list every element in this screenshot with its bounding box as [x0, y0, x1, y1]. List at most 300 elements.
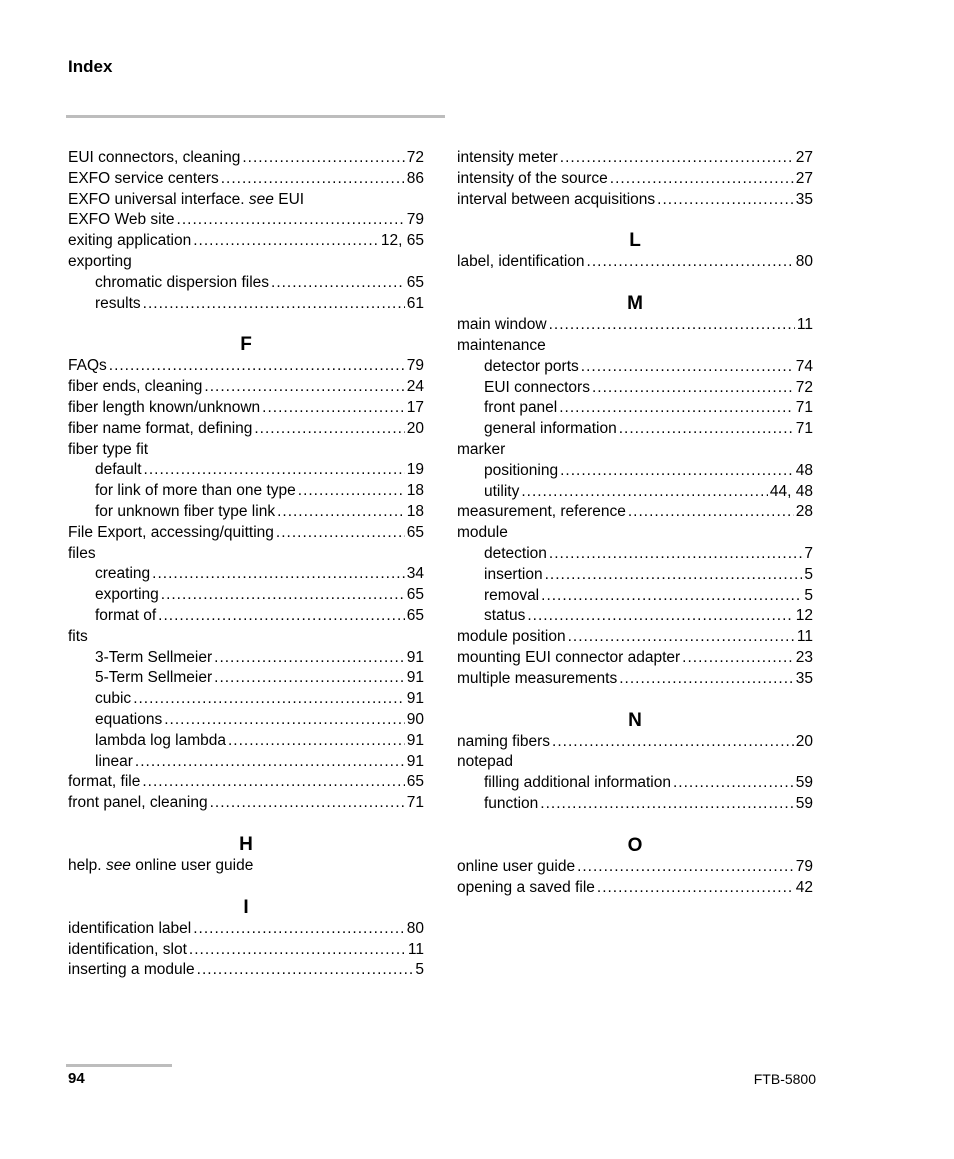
index-page-numbers: 5: [804, 586, 813, 604]
page-number: 94: [68, 1070, 85, 1087]
index-term: [95, 481, 296, 502]
index-page-numbers: 91: [406, 731, 424, 749]
index-term: [484, 544, 547, 565]
dot-leader: [271, 273, 405, 294]
index-letter-heading: F: [240, 334, 252, 356]
dot-leader: [552, 732, 794, 753]
index-entry: [457, 669, 813, 690]
index-subentry: [68, 752, 424, 773]
index-subentry: [457, 398, 813, 419]
index-term-text: multiple measurements: [457, 669, 618, 687]
dot-leader: [610, 169, 794, 190]
index-page-numbers: 27: [795, 169, 813, 187]
index-term: [484, 586, 539, 607]
index-page-numbers: 79: [795, 857, 813, 875]
see-reference-target: EUI: [278, 190, 305, 208]
index-section: [457, 229, 813, 273]
index-page-numbers: 20: [406, 419, 424, 437]
index-term: [457, 752, 513, 773]
index-term: [68, 772, 140, 793]
index-subentry: [68, 689, 424, 710]
dot-leader: [158, 606, 405, 627]
index-entry: [68, 169, 424, 190]
index-term-text: default: [95, 461, 142, 479]
dot-leader: [521, 482, 768, 503]
index-term-text: label, identification: [457, 253, 585, 271]
index-term-text: maintenance: [457, 336, 546, 354]
index-term: [95, 585, 159, 606]
dot-leader: [587, 252, 794, 273]
index-letter-heading: I: [243, 896, 249, 918]
index-page-numbers: 79: [406, 357, 424, 375]
index-term-text: 3-Term Sellmeier: [95, 648, 213, 666]
dot-leader: [214, 668, 405, 689]
index-term-text: fiber type fit: [68, 440, 149, 458]
dot-leader: [161, 585, 405, 606]
index-page-numbers: 34: [406, 565, 424, 583]
index-page-numbers: 71: [406, 794, 424, 812]
index-subentry: [68, 502, 424, 523]
index-term-text: EXFO service centers: [68, 169, 219, 187]
index-letter-heading: N: [628, 709, 642, 731]
index-entry: [68, 398, 424, 419]
index-term: [68, 252, 132, 273]
index-entry: [457, 857, 813, 878]
index-term-text: insertion: [484, 565, 543, 583]
dot-leader: [189, 940, 406, 961]
footer-rule: [66, 1064, 172, 1067]
index-term-text: function: [484, 794, 539, 812]
index-term: [457, 502, 626, 523]
index-page-numbers: 65: [406, 586, 424, 604]
index-term-text: for link of more than one type: [95, 482, 296, 500]
index-term-text: fiber ends, cleaning: [68, 378, 203, 396]
index-term: [457, 648, 680, 669]
index-column-left: [68, 148, 424, 981]
index-section: [457, 834, 813, 899]
index-term: [95, 502, 275, 523]
index-term-text: front panel, cleaning: [68, 794, 208, 812]
index-subentry: [68, 481, 424, 502]
index-entry: [457, 627, 813, 648]
index-term-text: FAQs: [68, 357, 107, 375]
index-term: [457, 669, 617, 690]
index-page-numbers: 80: [795, 253, 813, 271]
index-term-text: main window: [457, 316, 547, 334]
index-entry: [457, 502, 813, 523]
index-term-text: module: [457, 524, 508, 542]
index-term: [68, 793, 208, 814]
index-page-numbers: 71: [795, 420, 813, 438]
index-letter-heading: H: [239, 833, 253, 855]
index-term-text: fiber length known/unknown: [68, 398, 261, 416]
index-term: [68, 856, 253, 877]
index-term: [68, 210, 175, 231]
index-page-numbers: 90: [406, 710, 424, 728]
index-page-numbers: 28: [795, 503, 813, 521]
dot-leader: [568, 627, 795, 648]
dot-leader: [628, 502, 794, 523]
index-term: [95, 731, 226, 752]
index-term: [484, 461, 558, 482]
index-page-numbers: 5: [804, 565, 813, 583]
index-term: [484, 773, 671, 794]
dot-leader: [262, 398, 405, 419]
see-reference-target: online user guide: [135, 856, 254, 874]
index-entry: [68, 190, 424, 211]
index-term: [484, 378, 590, 399]
index-term: [95, 294, 141, 315]
index-entry: [457, 169, 813, 190]
dot-leader: [581, 357, 794, 378]
index-term: [68, 169, 219, 190]
dot-leader: [204, 377, 404, 398]
dot-leader: [619, 669, 794, 690]
index-entry: [68, 252, 424, 273]
index-subentry: [68, 606, 424, 627]
index-term: [68, 544, 96, 565]
index-page-numbers: 48: [795, 461, 813, 479]
index-term-text: status: [484, 607, 526, 625]
index-page-numbers: 86: [406, 169, 424, 187]
index-term: [95, 752, 133, 773]
index-term-text: lambda log lambda: [95, 731, 226, 749]
index-term: [68, 231, 191, 252]
index-subentry: [457, 606, 813, 627]
dot-leader: [214, 648, 405, 669]
index-page-numbers: 44, 48: [769, 482, 813, 500]
index-term: [457, 857, 575, 878]
index-entry: [68, 793, 424, 814]
index-entry: [68, 148, 424, 169]
index-term: [68, 960, 195, 981]
dot-leader: [242, 148, 404, 169]
index-section: [68, 896, 424, 981]
index-column-right: [457, 148, 813, 898]
index-term: [457, 336, 546, 357]
index-term: [95, 668, 212, 689]
index-subentry: [457, 794, 813, 815]
index-page-numbers: 71: [795, 399, 813, 417]
dot-leader: [193, 231, 379, 252]
index-page-numbers: 11: [796, 628, 813, 646]
index-term: [95, 648, 212, 669]
index-term: [95, 710, 162, 731]
index-subentry: [68, 294, 424, 315]
index-page-numbers: 65: [406, 773, 424, 791]
index-term-text: EUI connectors: [484, 378, 590, 396]
index-page-numbers: 23: [795, 648, 813, 666]
index-term-text: general information: [484, 420, 617, 438]
index-entry: [457, 252, 813, 273]
dot-leader: [177, 210, 405, 231]
dot-leader: [673, 773, 794, 794]
index-term-text: filling additional information: [484, 774, 671, 792]
index-page-numbers: 80: [406, 919, 424, 937]
index-term-text: detection: [484, 544, 547, 562]
index-term: [68, 190, 304, 211]
index-entry: [457, 878, 813, 899]
index-term-text: format, file: [68, 773, 141, 791]
index-term: [457, 440, 505, 461]
index-entry: [68, 523, 424, 544]
index-page-numbers: 5: [415, 961, 424, 979]
index-term-text: intensity meter: [457, 149, 558, 166]
index-entry: [457, 752, 813, 773]
index-term: [457, 252, 585, 273]
dot-leader: [164, 710, 405, 731]
index-page-numbers: 18: [406, 482, 424, 500]
index-term-text: format of: [95, 606, 157, 624]
index-term: [95, 606, 156, 627]
index-letter-heading: O: [627, 834, 643, 856]
index-subentry: [68, 731, 424, 752]
header-rule: [66, 115, 445, 118]
index-page-numbers: 18: [406, 502, 424, 520]
index-section: [457, 292, 813, 689]
index-section: [68, 333, 424, 814]
index-subentry: [68, 668, 424, 689]
index-entry: [68, 856, 424, 877]
dot-leader: [254, 419, 404, 440]
index-term-text: for unknown fiber type link: [95, 502, 276, 520]
index-page-numbers: 59: [795, 794, 813, 812]
index-term: [484, 482, 519, 503]
index-term: [68, 356, 107, 377]
dot-leader: [143, 294, 405, 315]
index-term: [484, 565, 543, 586]
index-subentry: [68, 273, 424, 294]
index-term-text: EXFO Web site: [68, 211, 175, 229]
index-entry: [68, 210, 424, 231]
index-term-text: inserting a module: [68, 961, 195, 979]
index-letter-heading: L: [629, 230, 641, 252]
index-page-numbers: 7: [804, 544, 813, 562]
index-section: [68, 148, 424, 314]
index-term: [68, 398, 260, 419]
index-term: [68, 440, 148, 461]
index-term: [457, 315, 547, 336]
dot-leader: [210, 793, 405, 814]
index-term-text: exporting: [68, 252, 132, 270]
dot-leader: [560, 461, 794, 482]
index-entry: [457, 648, 813, 669]
index-term: [68, 919, 191, 940]
index-term-text: linear: [95, 752, 133, 770]
index-entry: [68, 231, 424, 252]
index-term-text: chromatic dispersion files: [95, 273, 270, 291]
index-subentry: [457, 586, 813, 607]
index-term: [457, 148, 558, 169]
index-term: [457, 523, 508, 544]
index-page-numbers: 11: [407, 940, 424, 958]
dot-leader: [682, 648, 794, 669]
index-page-numbers: 35: [795, 669, 813, 687]
index-page-numbers: 24: [406, 378, 424, 396]
index-subentry: [68, 585, 424, 606]
dot-leader: [109, 356, 405, 377]
index-term: [457, 169, 608, 190]
index-term-text: exporting: [95, 586, 159, 604]
index-term: [484, 357, 579, 378]
index-term: [95, 564, 150, 585]
index-term: [484, 794, 538, 815]
index-entry: [68, 940, 424, 961]
index-entry: [457, 440, 813, 461]
index-term-text: removal: [484, 586, 540, 604]
index-subentry: [68, 710, 424, 731]
index-page-numbers: 65: [406, 606, 424, 624]
index-page-numbers: 65: [406, 523, 424, 541]
index-term-text: help.: [68, 856, 102, 874]
index-term-text: exiting application: [68, 232, 192, 250]
index-page-numbers: 79: [406, 211, 424, 229]
index-letter-heading: M: [627, 293, 643, 315]
index-term-text: naming fibers: [457, 732, 551, 750]
dot-leader: [619, 419, 794, 440]
index-term: [95, 273, 269, 294]
index-term-text: mounting EUI connector adapter: [457, 648, 681, 666]
index-term-text: intensity of the source: [457, 169, 608, 187]
index-term-text: front panel: [484, 399, 558, 417]
index-term: [484, 606, 525, 627]
index-term-text: 5-Term Sellmeier: [95, 669, 213, 687]
index-entry: [457, 336, 813, 357]
index-section: [457, 148, 813, 210]
dot-leader: [657, 190, 794, 211]
dot-leader: [549, 544, 802, 565]
index-entry: [457, 190, 813, 211]
index-term-text: EXFO universal interface.: [68, 190, 245, 208]
index-term: [484, 398, 557, 419]
index-section: [68, 833, 424, 877]
dot-leader: [135, 752, 405, 773]
dot-leader: [577, 857, 794, 878]
document-id: FTB-5800: [753, 1071, 816, 1087]
index-term: [68, 627, 88, 648]
index-term: [95, 689, 131, 710]
index-page-numbers: 91: [406, 648, 424, 666]
dot-leader: [221, 169, 405, 190]
dot-leader: [144, 460, 405, 481]
index-page-numbers: 72: [406, 149, 424, 166]
index-page-numbers: 91: [406, 669, 424, 687]
dot-leader: [545, 565, 803, 586]
index-page-numbers: 35: [795, 190, 813, 208]
index-subentry: [457, 378, 813, 399]
index-page-numbers: 42: [795, 878, 813, 896]
index-term: [457, 190, 655, 211]
index-term-text: EUI connectors, cleaning: [68, 149, 241, 166]
index-page-numbers: 27: [795, 149, 813, 166]
index-term: [68, 419, 252, 440]
index-subentry: [457, 482, 813, 503]
index-subentry: [457, 461, 813, 482]
index-entry: [68, 356, 424, 377]
index-entry: [68, 627, 424, 648]
dot-leader: [197, 960, 414, 981]
index-page-numbers: 17: [406, 398, 424, 416]
index-entry: [457, 523, 813, 544]
dot-leader: [560, 148, 794, 169]
page-header-title: Index: [68, 57, 113, 76]
see-reference-label: see: [248, 190, 274, 208]
index-page-numbers: 65: [406, 273, 424, 291]
dot-leader: [592, 378, 794, 399]
dot-leader: [142, 772, 404, 793]
index-page-numbers: 12: [795, 607, 813, 625]
dot-leader: [549, 315, 795, 336]
dot-leader: [597, 878, 794, 899]
index-term: [68, 377, 202, 398]
dot-leader: [559, 398, 794, 419]
index-term-text: identification, slot: [68, 940, 187, 958]
index-term-text: cubic: [95, 690, 132, 708]
index-term-text: module position: [457, 628, 566, 646]
index-entry: [68, 544, 424, 565]
see-reference-label: see: [105, 856, 131, 874]
index-page-numbers: 74: [795, 357, 813, 375]
index-term-text: files: [68, 544, 96, 562]
index-term-text: identification label: [68, 919, 192, 937]
index-term-text: positioning: [484, 461, 559, 479]
index-term-text: results: [95, 294, 141, 312]
index-term: [457, 627, 566, 648]
index-entry: [68, 919, 424, 940]
dot-leader: [193, 919, 405, 940]
index-entry: [68, 960, 424, 981]
dot-leader: [298, 481, 405, 502]
index-term-text: online user guide: [457, 857, 576, 875]
index-term: [68, 148, 240, 169]
dot-leader: [276, 523, 405, 544]
index-page-numbers: 11: [796, 316, 813, 334]
index-term-text: marker: [457, 440, 506, 458]
index-term-text: equations: [95, 710, 163, 728]
dot-leader: [133, 689, 405, 710]
index-entry: [68, 440, 424, 461]
dot-leader: [277, 502, 405, 523]
index-subentry: [68, 648, 424, 669]
index-page-numbers: 91: [406, 752, 424, 770]
index-term-text: utility: [484, 482, 520, 500]
index-subentry: [457, 565, 813, 586]
index-page-numbers: 91: [406, 690, 424, 708]
index-entry: [457, 732, 813, 753]
index-entry: [68, 772, 424, 793]
index-term-text: interval between acquisitions: [457, 190, 656, 208]
index-subentry: [457, 773, 813, 794]
index-term-text: creating: [95, 565, 151, 583]
index-term: [457, 732, 550, 753]
index-term-text: detector ports: [484, 357, 579, 375]
index-subentry: [457, 357, 813, 378]
index-term: [68, 523, 274, 544]
index-term-text: fiber name format, defining: [68, 419, 253, 437]
index-page-numbers: 19: [406, 461, 424, 479]
index-entry: [68, 377, 424, 398]
dot-leader: [152, 564, 405, 585]
index-term-text: notepad: [457, 753, 514, 771]
index-page-numbers: 20: [795, 732, 813, 750]
index-term-text: measurement, reference: [457, 503, 626, 521]
index-page-numbers: 12, 65: [380, 232, 424, 250]
dot-leader: [541, 586, 802, 607]
index-term-text: opening a saved file: [457, 878, 595, 896]
dot-leader: [527, 606, 793, 627]
index-term: [457, 878, 595, 899]
index-subentry: [68, 460, 424, 481]
